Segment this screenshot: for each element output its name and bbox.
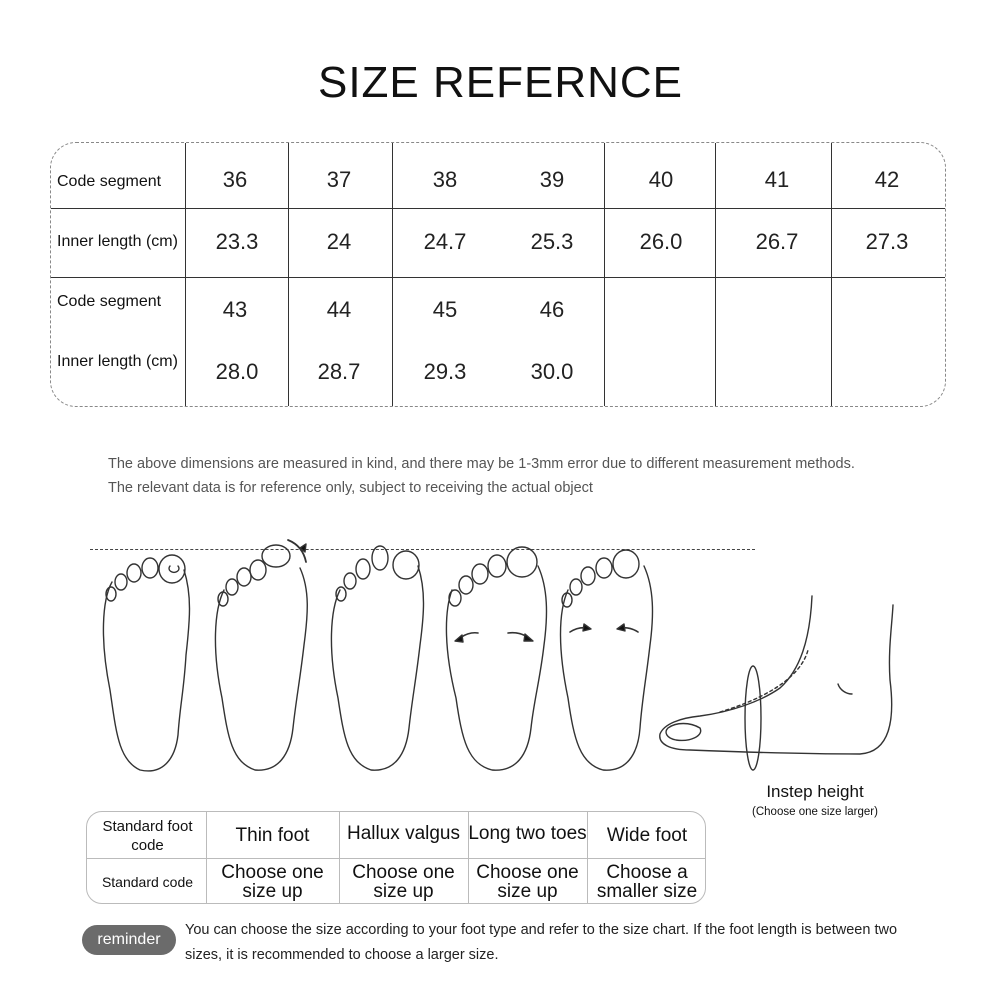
reminder-text: You can choose the size according to your foot type and refer to the size chart. If the foot length is between two sizes, it is recommended to choose a larger size. xyxy=(185,922,898,963)
table-divider xyxy=(715,143,716,406)
foot-type-long-two-toes: Long two toes xyxy=(468,823,587,844)
table-divider xyxy=(392,143,393,406)
size-code-cell: 45 xyxy=(432,297,458,322)
inner-length-cell: 30.0 xyxy=(530,359,574,384)
foot-type-table xyxy=(86,811,706,904)
inner-length-cell: 24 xyxy=(326,229,352,254)
table-divider xyxy=(87,858,705,859)
table-divider xyxy=(51,277,945,278)
row-label-code: Code segment xyxy=(57,173,162,190)
wide-foot-narrow-illustration xyxy=(561,550,653,770)
foot-type-hallux-valgus: Hallux valgus xyxy=(347,823,460,844)
row-label-length: Inner length (cm) xyxy=(57,353,178,370)
size-chart-table xyxy=(50,142,946,407)
inner-length-cell: 25.3 xyxy=(530,229,574,254)
size-code-cell: 36 xyxy=(222,167,248,192)
inner-length-cell: 24.7 xyxy=(423,229,467,254)
inner-length-cell: 26.0 xyxy=(639,229,683,254)
size-code-cell: 39 xyxy=(539,167,565,192)
standard-code-label: Standard code xyxy=(101,874,194,890)
inner-length-cell: 28.0 xyxy=(215,359,259,384)
row-label-code: Code segment xyxy=(57,293,162,310)
table-divider xyxy=(185,143,186,406)
size-code-cell: 46 xyxy=(539,297,565,322)
size-code-cell: 42 xyxy=(874,167,900,192)
foot-type-illustrations xyxy=(0,530,1001,800)
table-divider xyxy=(604,143,605,406)
row-label-length: Inner length (cm) xyxy=(57,233,178,250)
advice-thin: Choose one size up xyxy=(221,862,324,902)
size-code-cell: 40 xyxy=(648,167,674,192)
hallux-valgus-illustration xyxy=(215,540,307,770)
size-code-cell: 43 xyxy=(222,297,248,322)
size-code-cell: 38 xyxy=(432,167,458,192)
table-divider xyxy=(831,143,832,406)
size-code-cell: 44 xyxy=(326,297,352,322)
inner-length-cell: 29.3 xyxy=(423,359,467,384)
inner-length-cell: 26.7 xyxy=(755,229,799,254)
instep-side-illustration xyxy=(660,596,893,770)
measurement-note: The above dimensions are measured in kind, and there may be 1-3mm error due to different measurement methods. The relevant data is for reference only, subject to receiving the actual object xyxy=(108,456,855,496)
reminder-badge: reminder xyxy=(82,925,176,955)
size-code-cell: 41 xyxy=(764,167,790,192)
advice-hallux-valgus: Choose one size up xyxy=(352,862,455,902)
long-two-toes-illustration xyxy=(331,546,423,770)
inner-length-cell: 27.3 xyxy=(865,229,909,254)
table-divider xyxy=(288,143,289,406)
wide-foot-illustration xyxy=(446,547,546,770)
instep-height-label: Instep height xyxy=(766,782,864,801)
thin-foot-illustration xyxy=(103,555,189,771)
advice-long-two-toes: Choose one size up xyxy=(476,862,579,902)
table-divider xyxy=(51,208,945,209)
size-code-cell: 37 xyxy=(326,167,352,192)
standard-foot-code-label: Standard foot code xyxy=(102,818,193,854)
page-title: SIZE REFERNCE xyxy=(317,58,684,107)
instep-height-hint: (Choose one size larger) xyxy=(752,806,878,818)
advice-wide: Choose a smaller size xyxy=(596,862,698,902)
inner-length-cell: 23.3 xyxy=(215,229,259,254)
foot-type-thin: Thin foot xyxy=(235,825,310,846)
inner-length-cell: 28.7 xyxy=(317,359,361,384)
foot-type-wide: Wide foot xyxy=(606,825,688,846)
